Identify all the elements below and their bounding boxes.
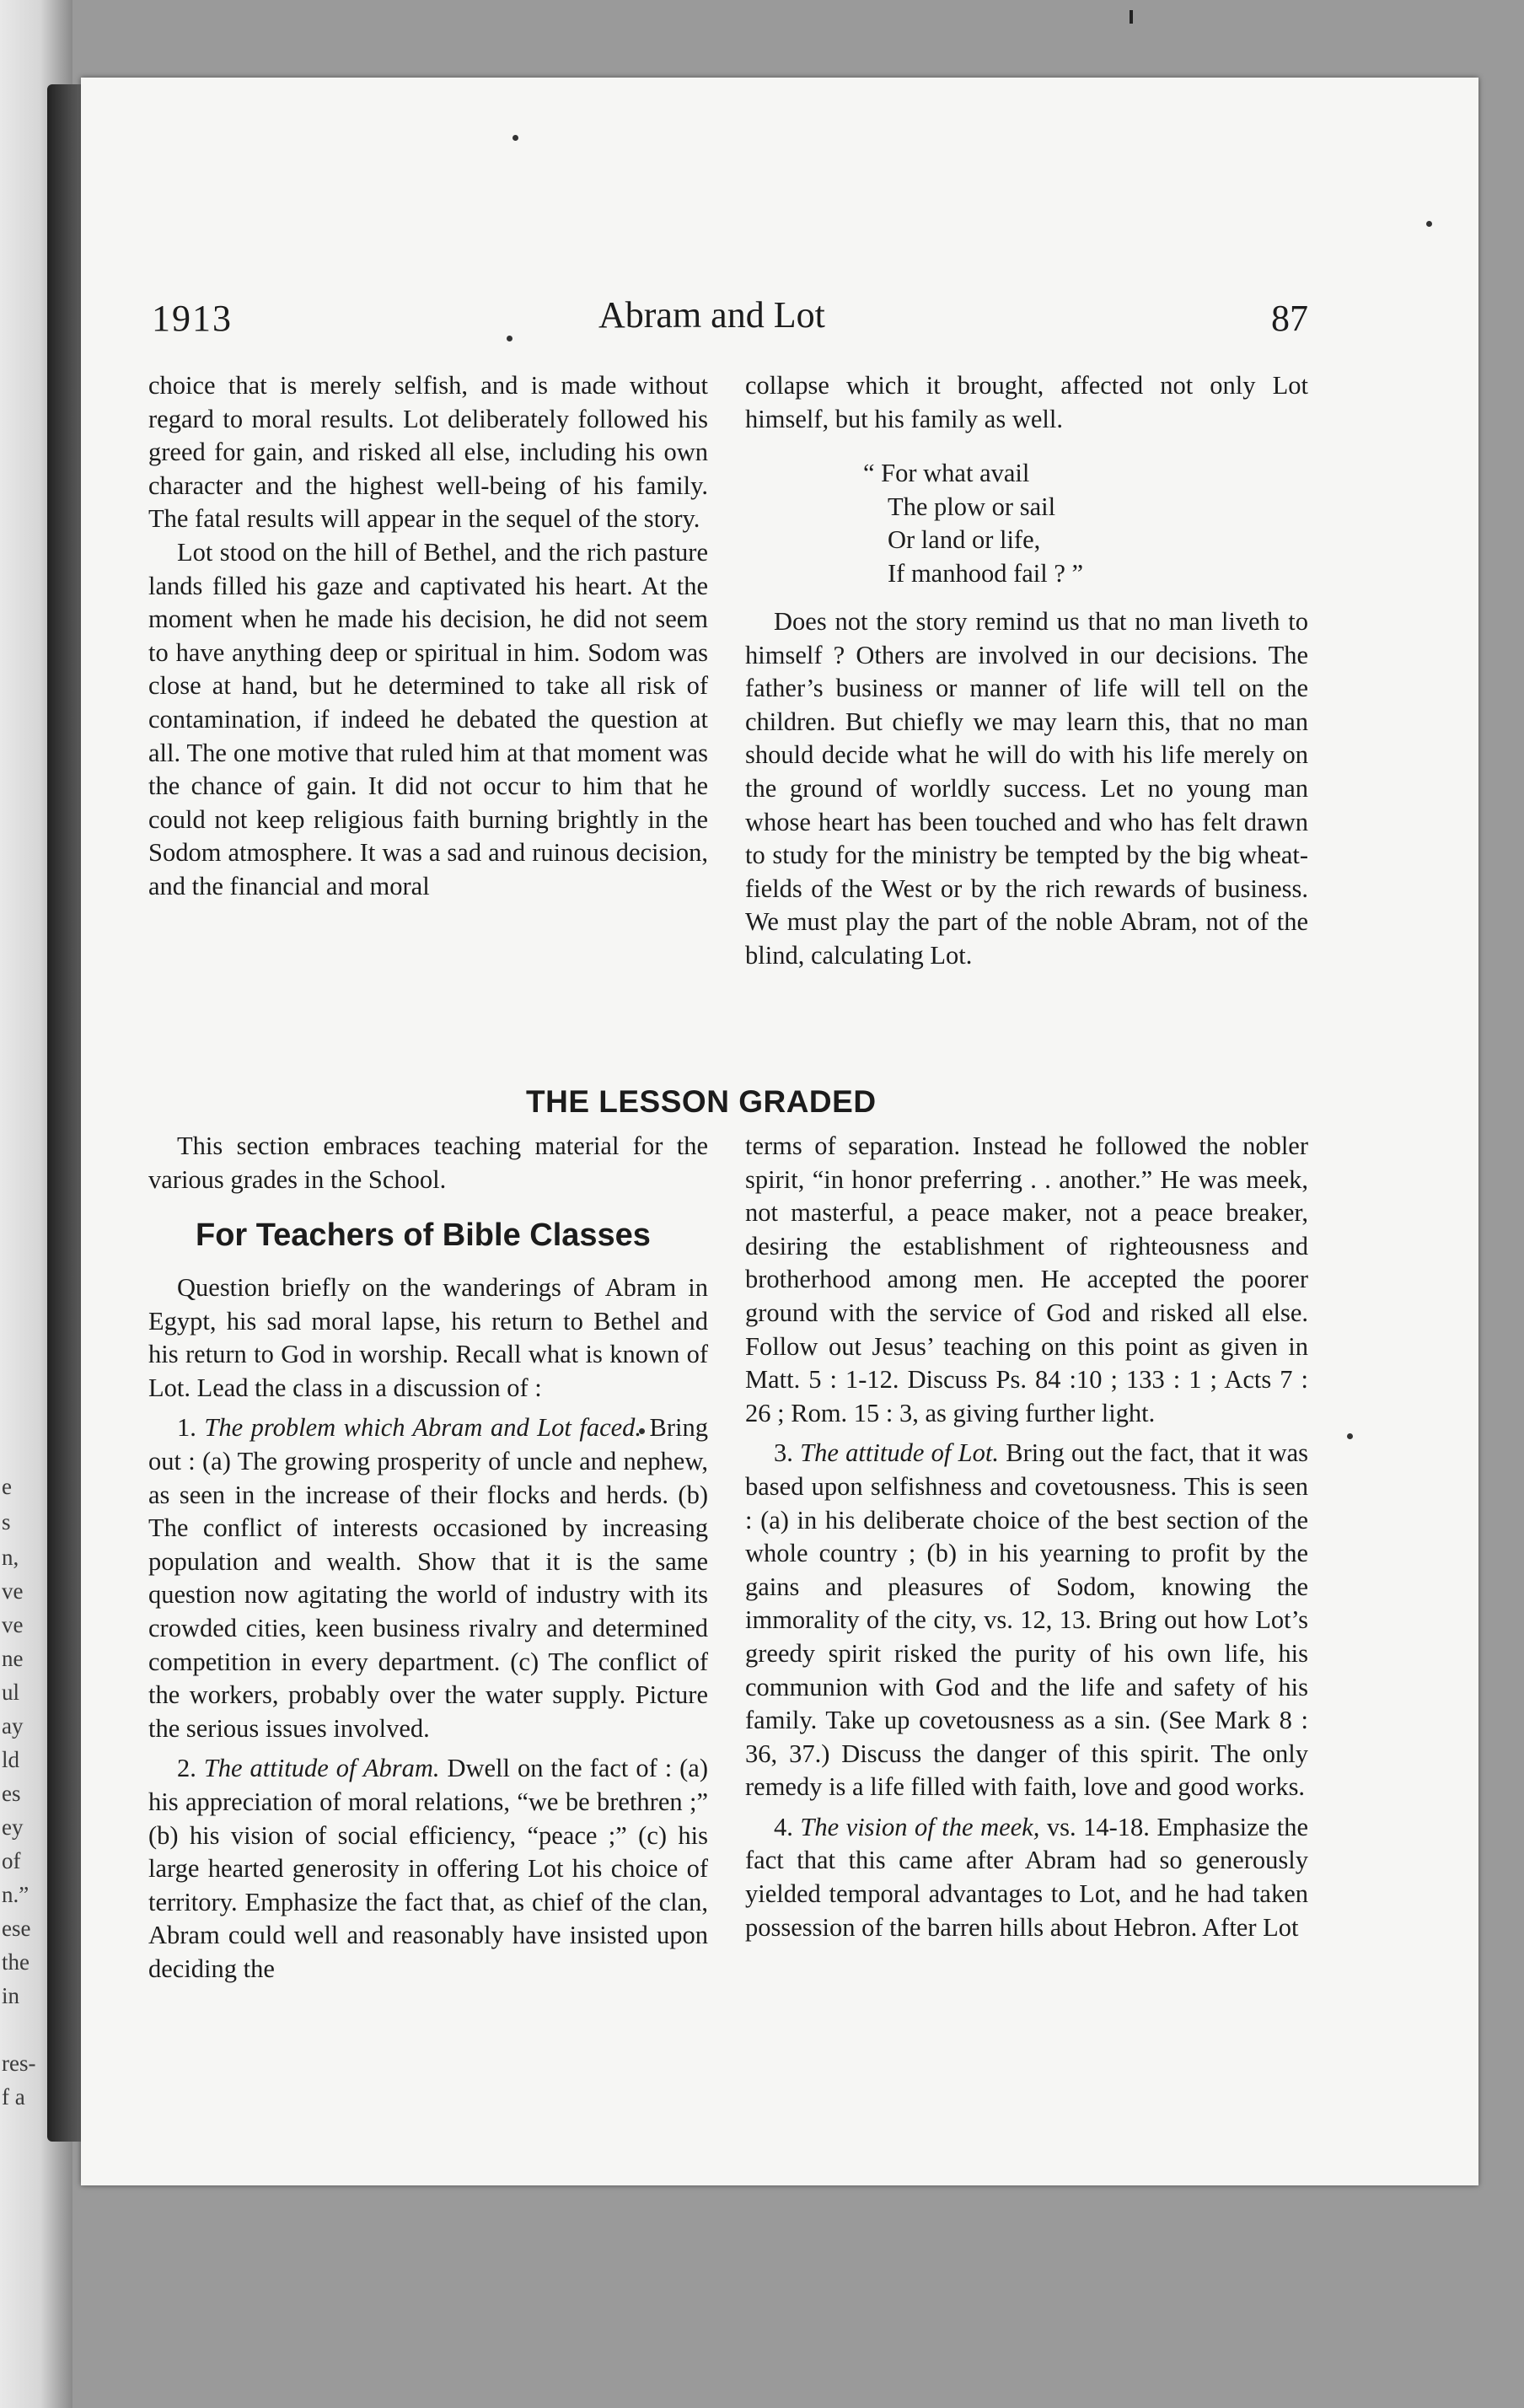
point-number: 1. — [177, 1413, 196, 1443]
paragraph: Does not the story remind us that no man liveth to himself ? Others are involved in our decisions. The father’s business or manner of life will tell on the children. But chiefly we may learn this, that no man should decide what he will do with his life merely on the ground of worldly success. Let no young man whose heart has been touched and who has felt drawn to study for the ministry be tempted by the big wheat-fields of the West or by the rich rewards of business. We must play the part of the noble Abram, not of the blind, calculating Lot. — [745, 607, 1308, 970]
page-number: 87 — [1271, 298, 1308, 339]
point-heading: The vision of the meek, — [800, 1812, 1040, 1841]
point-body: Bring out : (a) The growing prosperity of uncle and nephew, as seen in the increase of their flocks and herds. (b) The conflict of interests occasioned by increasing population and wealth. Show that it is the same question now agitating the world of industry with its crowded cities, keen business rivalry and determined competition in every department. (c) The conflict of the workers, probably over the water supply. Picture the serious issues involved. — [148, 1413, 708, 1743]
point-body: Dwell on the fact of : (a) his appreciation of moral relations, “we be brethren ;” (b) his vision of social efficiency, “peace ;” (c) his large hearted generosity in offering Lot his choice of territory. Emphasize the fact that, as chief of the clan, Abram could well and reasonably have insisted upon deciding the — [148, 1754, 708, 1983]
fragment: n.” — [2, 1882, 30, 1907]
point-3 — [745, 1437, 1308, 1804]
paragraph: choice that is merely selfish, and is made without regard to moral results. Lot deliberately followed his greed for gain, and risked all else, including his own character and the highest well-being of his family. The fatal results will appear in the sequel of the story. — [148, 371, 708, 534]
poem-line: Or land or life, — [888, 525, 1041, 555]
fragment: f a — [2, 2084, 25, 2110]
right-column-lead — [745, 369, 1308, 436]
scan-speck — [507, 336, 512, 341]
point-heading: The attitude of Abram. — [203, 1754, 440, 1783]
fragment: ese — [2, 1916, 31, 1941]
fragment: ne — [2, 1646, 24, 1671]
subsection-title: For Teachers of Bible Classes — [196, 1217, 651, 1253]
fragment: of — [2, 1848, 21, 1873]
fragment: ve — [2, 1612, 24, 1637]
point-body: vs. 14-18. Emphasize the fact that this came after Abram had so generously yielded temporal advantages to Lot, and he had taken possession of the barren hills about Hebron. After Lot — [745, 1812, 1309, 1942]
scan-speck — [1347, 1433, 1353, 1439]
fragment: n, — [2, 1545, 19, 1570]
fragment: the — [2, 1949, 30, 1975]
poem — [863, 457, 1083, 590]
scan-speck — [1426, 221, 1432, 227]
point-number: 4. — [774, 1812, 793, 1841]
point-number: 3. — [774, 1438, 793, 1468]
point-body: Bring out the fact, that it was based upon selfishness and covetousness. This is seen : (a) in his deliberate choice of the best section of the whole country ; (b) in his yearning to profit by the gains and pleasures of Sodom, knowing the immorality of the city, vs. 12, 13. Bring out how Lot’s greedy spirit risked the purity of his own life, his communion with God and the life and safety of his family. Take up covetousness as a sin. (See Mark 8 : 36, 37.) Discuss the danger of this spirit. The only remedy is a life filled with faith, love and good works. — [745, 1438, 1309, 1802]
fragment: s — [2, 1509, 11, 1535]
left-column-lesson — [148, 1271, 708, 1986]
section-title: THE LESSON GRADED — [526, 1084, 877, 1119]
point-2 — [148, 1752, 708, 1986]
fragment: ve — [2, 1578, 24, 1604]
fragment: ay — [2, 1713, 24, 1739]
paragraph-continued: terms of separation. Instead he followed the nobler spirit, “in honor preferring . . another.” He was meek, not masterful, a peace maker, not a peace breaker, desiring the establishment of righteousness and brotherhood among men. He accepted the poorer ground with the service of God and risked all else. Follow out Jesus’ teaching on this point as given in Matt. 5 : 1-12. Discuss Ps. 84 :10 ; 133 : 1 ; Acts 7 : 26 ; Rom. 15 : 3, as giving further light. — [745, 1131, 1308, 1427]
fragment: es — [2, 1781, 21, 1806]
paragraph: collapse which it brought, affected not only Lot himself, but his family as well. — [745, 371, 1308, 433]
running-head-title: Abram and Lot — [598, 294, 825, 336]
point-heading: The attitude of Lot. — [800, 1438, 999, 1468]
point-1 — [148, 1411, 708, 1745]
fragment: ey — [2, 1814, 24, 1840]
right-column-paragraph — [745, 605, 1308, 973]
paragraph: Lot stood on the hill of Bethel, and the rich pasture lands filled his gaze and captivated his heart. At the moment when he made his decision, he did not seem to have anything deep or spiritual in him. Sodom was close at hand, but he determined to take all risk of contamination, if indeed he debated the question at all. The one motive that ruled him at that moment was the chance of gain. It did not occur to him that he could not keep religious faith burning brightly in the Sodom atmosphere. It was a sad and ruinous decision, and the financial and moral — [148, 537, 708, 900]
section-intro — [148, 1130, 708, 1196]
paragraph: This section embraces teaching material for the various grades in the School. — [148, 1131, 708, 1194]
right-column-lesson — [745, 1130, 1308, 1944]
scan-speck — [512, 135, 518, 141]
scan-mark — [1130, 10, 1133, 24]
point-heading: The problem which Abram and Lot faced. — [204, 1413, 642, 1443]
left-column-top — [148, 369, 708, 904]
fragment: ul — [2, 1680, 20, 1705]
poem-line: “ For what avail — [863, 459, 1030, 487]
poem-line: The plow or sail — [888, 492, 1056, 521]
fragment: res- — [2, 2051, 36, 2076]
paragraph: Question briefly on the wanderings of Abram in Egypt, his sad moral lapse, his return to Bethel and his return to God in worship. Recall what is known of Lot. Lead the class in a discussion of : — [148, 1273, 708, 1402]
fragment: ld — [2, 1747, 20, 1772]
point-number: 2. — [177, 1754, 196, 1783]
fragment: e — [2, 1474, 12, 1499]
running-head-year: 1913 — [152, 298, 233, 339]
point-4 — [745, 1811, 1308, 1944]
fragment: in — [2, 1983, 20, 2008]
poem-line: If manhood fail ? ” — [888, 558, 1084, 588]
